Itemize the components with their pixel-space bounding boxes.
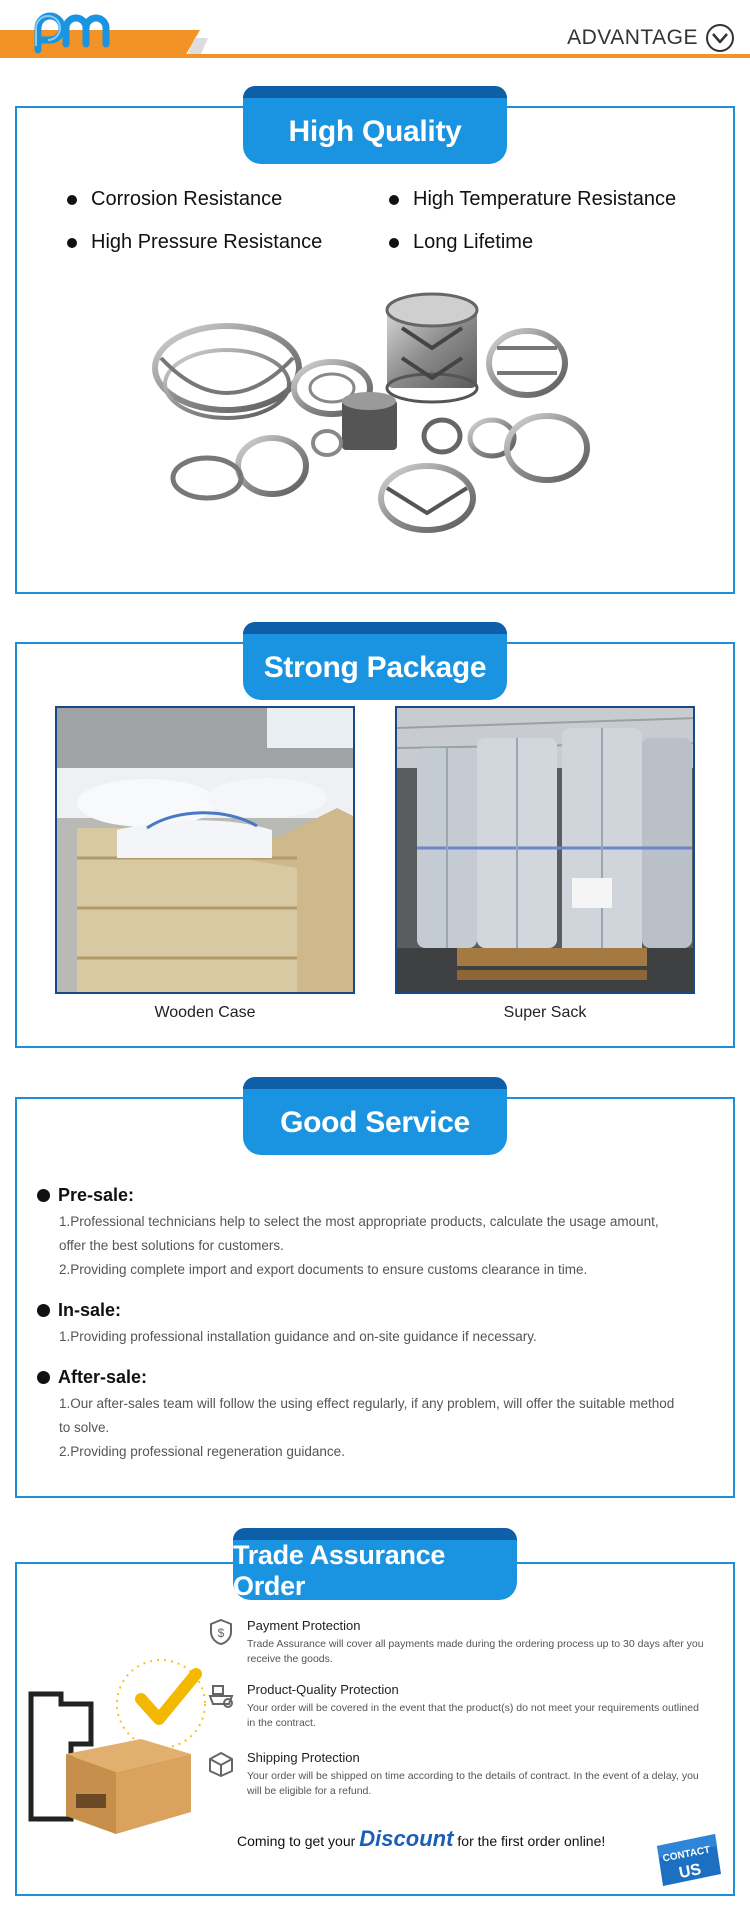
- trade-item-desc: Your order will be covered in the event that the product(s) do not meet your requirements outlined: [247, 1702, 699, 1714]
- super-sack-photo: [395, 706, 695, 994]
- section-title: High Quality: [288, 115, 462, 148]
- feature-item: [389, 231, 709, 254]
- bullet-icon: [67, 195, 77, 205]
- dollar-shield-icon: [207, 1618, 235, 1646]
- cardboard-box-check-illustration: [21, 1644, 221, 1844]
- section-trade-assurance: [15, 1540, 735, 1896]
- service-block-pre-sale: [37, 1185, 717, 1282]
- trade-item-title: Product-Quality Protection: [247, 1682, 399, 1697]
- feature-item: [389, 188, 709, 211]
- feature-label: Corrosion Resistance: [91, 188, 283, 210]
- trade-item-desc: receive the goods.: [247, 1653, 333, 1665]
- quality-ship-icon: [207, 1682, 235, 1710]
- bullet-icon: [389, 238, 399, 248]
- payment-protection: [217, 1618, 717, 1667]
- section-high-quality: [15, 106, 735, 594]
- section-title-tab: [243, 96, 507, 164]
- package-caption: Super Sack: [503, 1004, 587, 1021]
- chevron-down-icon: [706, 24, 734, 52]
- service-line: 2.Providing complete import and export documents to ensure customs clearance in time.: [59, 1262, 588, 1277]
- advantage-link[interactable]: [567, 24, 734, 52]
- service-heading-label: In-sale:: [58, 1300, 122, 1320]
- contact-us-label: US: [677, 1861, 703, 1883]
- feature-item: [67, 231, 389, 254]
- section-title: Good Service: [280, 1106, 470, 1139]
- service-block-after-sale: [37, 1367, 717, 1464]
- section-good-service: [15, 1097, 735, 1498]
- service-heading: [37, 1185, 717, 1206]
- service-heading: [37, 1367, 717, 1388]
- product-quality-protection: [247, 1682, 717, 1731]
- service-line: 2.Providing professional regeneration guidance.: [59, 1444, 345, 1459]
- section-title: Strong Package: [263, 651, 487, 684]
- service-heading-label: After-sale:: [58, 1367, 148, 1387]
- section-title-tab: [243, 1087, 507, 1155]
- box-icon: [207, 1750, 235, 1778]
- contact-us-button[interactable]: [647, 1832, 725, 1888]
- service-line: 1.Providing professional installation guidance and on-site guidance if necessary.: [59, 1329, 537, 1344]
- wooden-case-photo: [55, 706, 355, 994]
- feature-label: High Temperature Resistance: [413, 188, 677, 210]
- trade-item-desc: Your order will be shipped on time according to the details of contract. In the event of a delay, you: [247, 1770, 699, 1782]
- feature-list: [67, 188, 707, 254]
- trade-item-title: Payment Protection: [247, 1618, 361, 1633]
- service-line: 1.Our after-sales team will follow the using effect regularly, if any problem, will offer the suitable method: [59, 1396, 675, 1411]
- trade-item-desc: will be eligible for a refund.: [247, 1785, 372, 1797]
- trade-item-desc: in the contract.: [247, 1717, 316, 1729]
- service-line: 1.Professional technicians help to select the most appropriate products, calculate the usage amount,: [59, 1214, 659, 1229]
- discount-banner[interactable]: [237, 1826, 605, 1852]
- package-caption: Wooden Case: [154, 1004, 256, 1021]
- advantage-label: ADVANTAGE: [567, 26, 698, 49]
- bullet-icon: [37, 1304, 50, 1317]
- service-heading: [37, 1300, 717, 1321]
- bullet-icon: [37, 1189, 50, 1202]
- section-title-tab: [243, 632, 507, 700]
- contact-us-label: CONTACT: [661, 1844, 712, 1865]
- service-block-in-sale: [37, 1300, 717, 1349]
- svg-text:$: $: [217, 1626, 225, 1640]
- section-title-tab: [233, 1538, 517, 1600]
- trade-item-desc: Trade Assurance will cover all payments made during the ordering process up to 30 days after you: [247, 1638, 704, 1650]
- service-line: offer the best solutions for customers.: [59, 1238, 284, 1253]
- bullet-icon: [37, 1371, 50, 1384]
- trade-item-title: Shipping Protection: [247, 1750, 360, 1765]
- bullet-icon: [389, 195, 399, 205]
- service-heading-label: Pre-sale:: [58, 1185, 135, 1205]
- section-strong-package: [15, 642, 735, 1048]
- metal-packing-rings-image: [147, 288, 607, 548]
- discount-word: Discount: [359, 1826, 454, 1851]
- pm-logo[interactable]: [30, 6, 125, 56]
- feature-item: [67, 188, 389, 211]
- service-list: [37, 1185, 717, 1482]
- discount-text: for the first order online!: [457, 1833, 606, 1849]
- service-line: to solve.: [59, 1420, 110, 1435]
- feature-label: Long Lifetime: [413, 231, 534, 253]
- shipping-protection: [247, 1750, 717, 1799]
- page-header: [0, 0, 750, 62]
- discount-text: Coming to get your: [237, 1833, 356, 1849]
- section-title: Trade Assurance Order: [233, 1540, 446, 1601]
- bullet-icon: [67, 238, 77, 248]
- feature-label: High Pressure Resistance: [91, 231, 323, 253]
